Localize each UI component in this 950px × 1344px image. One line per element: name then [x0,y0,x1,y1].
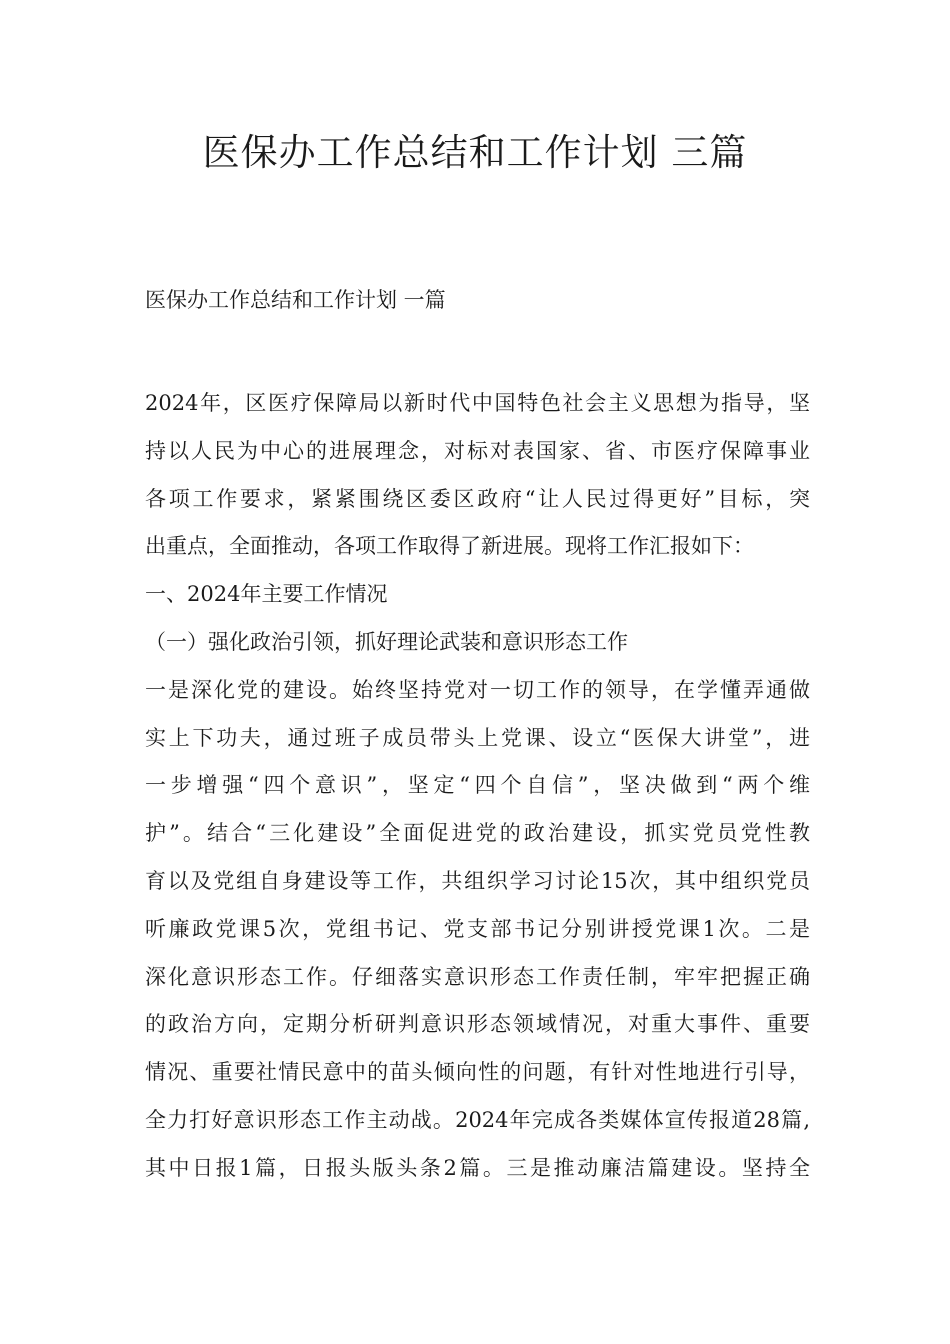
paragraph-line: 全力打好意识形态工作主动战。2024年完成各类媒体宣传报道28篇, [145,1107,810,1132]
section-heading: 一、2024年主要工作情况 [145,582,388,607]
paragraph-line: 一步增强“四个意识”，坚定“四个自信”，坚决做到“两个维 [145,773,810,798]
paragraph-line: 情况、重要社情民意中的苗头倾向性的问题，有针对性地进行引导， [145,1060,810,1085]
paragraph-line: 一是深化党的建设。始终坚持党对一切工作的领导，在学懂弄通做 [145,677,810,702]
paragraph-line: 育以及党组自身建设等工作，共组织学习讨论15次，其中组织党员 [145,868,810,893]
paragraph-line: 护”。结合“三化建设”全面促进党的政治建设，抓实党员党性教 [145,821,810,846]
paragraph-line: 实上下功夫，通过班子成员带头上党课、设立“医保大讲堂”，进 [145,725,810,750]
paragraph-line: 持以人民为中心的进展理念，对标对表国家、省、市医疗保障事业 [145,438,810,463]
document-title: 医保办工作总结和工作计划 三篇 [202,131,748,174]
document-subtitle: 医保办工作总结和工作计划 一篇 [145,288,446,312]
paragraph-line: 深化意识形态工作。仔细落实意识形态工作责任制，牢牢把握正确 [145,964,810,989]
document-body [145,380,810,1193]
paragraph-line: 各项工作要求，紧紧围绕区委区政府“让人民过得更好”目标，突 [145,486,810,511]
subsection-heading: （一）强化政治引领，抓好理论武装和意识形态工作 [145,629,628,654]
paragraph-line: 其中日报1篇，日报头版头条2篇。三是推动廉洁篇建设。坚持全 [145,1155,810,1180]
paragraph-line: 出重点，全面推动，各项工作取得了新进展。现将工作汇报如下： [145,534,754,559]
paragraph-line: 听廉政党课5次，党组书记、党支部书记分别讲授党课1次。二是 [145,916,810,941]
paragraph-line: 的政治方向，定期分析研判意识形态领域情况，对重大事件、重要 [145,1012,810,1037]
paragraph-line: 2024年，区医疗保障局以新时代中国特色社会主义思想为指导，坚 [145,391,810,415]
